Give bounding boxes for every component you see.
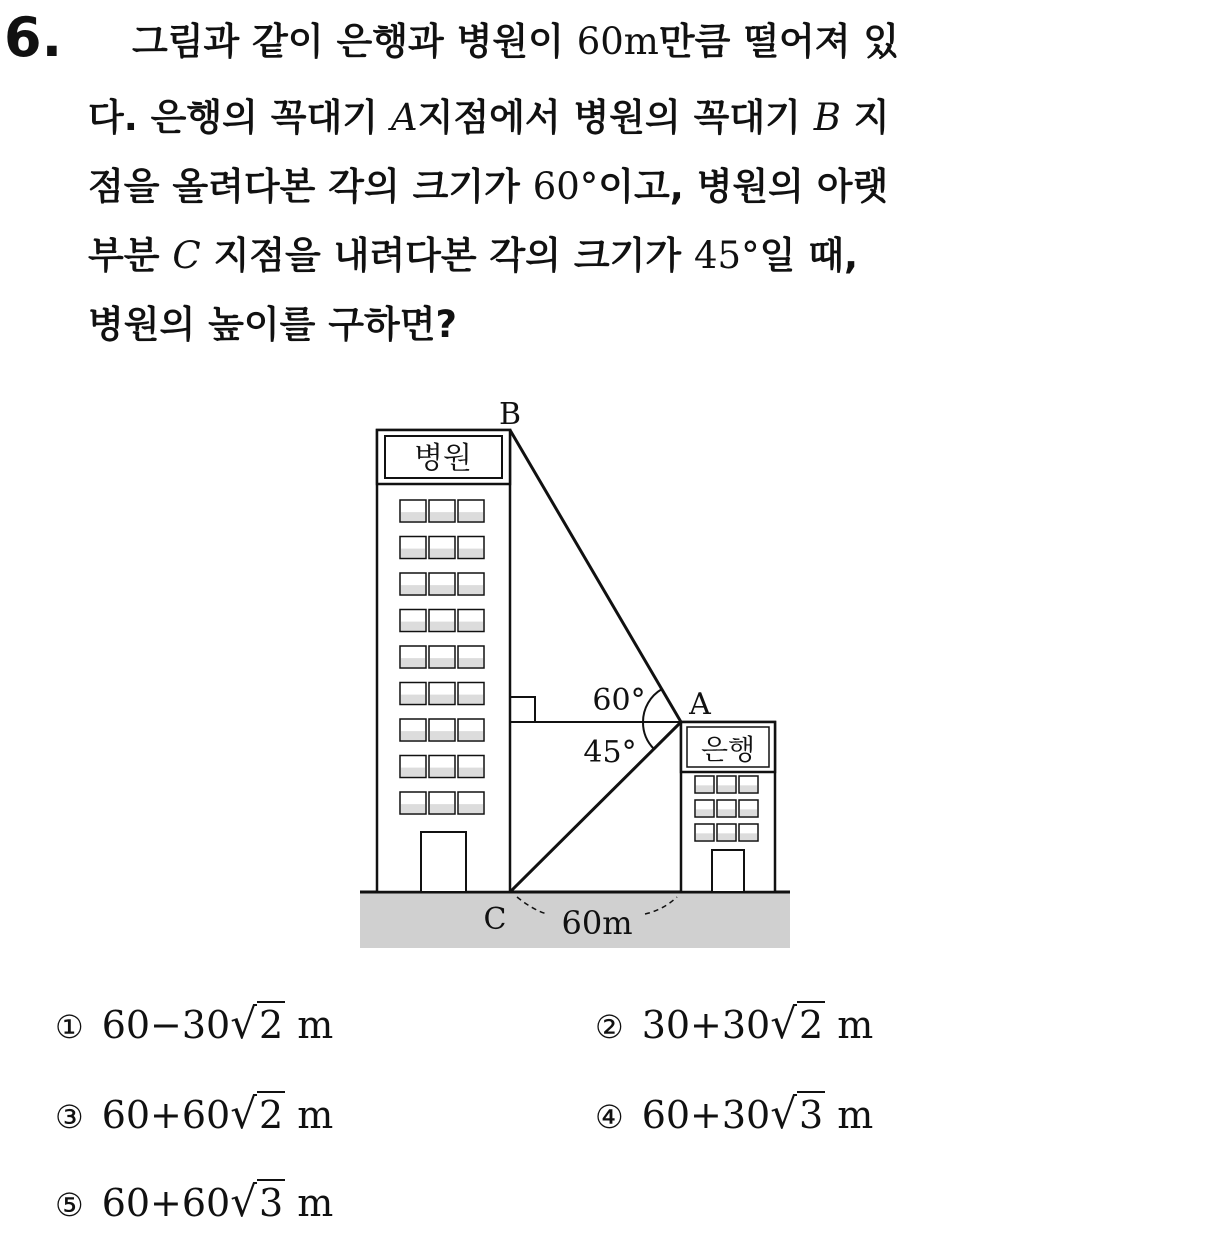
choice-1[interactable] (55, 1000, 333, 1051)
window-shade (430, 804, 454, 813)
window-shade (401, 731, 425, 740)
window-shade (718, 809, 735, 816)
choice-unit: m (837, 1003, 874, 1047)
choice-expression: 60−30 (101, 1003, 231, 1047)
choice-2[interactable] (595, 1000, 873, 1051)
question-line-1 (132, 18, 899, 66)
sqrt-symbol: √3 (770, 1089, 824, 1138)
question-text: 점을 올려다본 각의 크기가 (88, 165, 533, 208)
right-angle-mark (510, 697, 535, 722)
window-shade (459, 768, 483, 777)
choice-expression: 60+60 (101, 1093, 231, 1137)
choice-3[interactable] (55, 1090, 333, 1141)
window-shade (430, 695, 454, 704)
distance-label: 60m (561, 904, 633, 942)
question-line-3 (88, 163, 888, 211)
window-shade (430, 585, 454, 594)
choice-number: ⑤ (55, 1186, 84, 1224)
window-shade (459, 585, 483, 594)
window-shade (740, 809, 757, 816)
window-shade (401, 768, 425, 777)
radicand: 3 (259, 1181, 284, 1225)
window-shade (459, 622, 483, 631)
sqrt-symbol: √2 (230, 999, 284, 1048)
question-text: 지점에서 병원의 꼭대기 (417, 96, 814, 139)
window-shade (401, 512, 425, 521)
hospital-sign-text: 병원 (414, 441, 472, 476)
point-c-label: C (172, 234, 201, 277)
building-figure (355, 392, 795, 952)
window-shade (401, 585, 425, 594)
window-shade (718, 833, 735, 840)
question-text: 지 (840, 96, 890, 139)
question-text: 병원의 높이를 구하면? (88, 303, 457, 346)
choice-unit: m (837, 1093, 874, 1137)
angle-arc-45 (643, 722, 654, 749)
window-shade (430, 549, 454, 558)
angle-45-value: 45° (694, 234, 760, 277)
sqrt-symbol: √2 (770, 999, 824, 1048)
choice-number: ① (55, 1008, 84, 1046)
distance-value: 60m (576, 20, 659, 63)
choice-4[interactable] (595, 1090, 873, 1141)
window-shade (459, 512, 483, 521)
hospital-door (421, 832, 466, 892)
window-shade (696, 809, 713, 816)
window-shade (459, 695, 483, 704)
choice-number: ④ (595, 1098, 624, 1136)
question-text: 만큼 떨어져 있 (658, 20, 900, 63)
window-shade (459, 804, 483, 813)
window-shade (401, 549, 425, 558)
question-text: 부분 (88, 234, 173, 277)
angle-60-value: 60° (532, 165, 599, 208)
radicand: 3 (799, 1093, 824, 1137)
window-shade (430, 658, 454, 667)
window-shade (740, 833, 757, 840)
window-shade (401, 658, 425, 667)
radicand: 2 (259, 1003, 284, 1047)
choice-number: ③ (55, 1098, 84, 1136)
choice-unit: m (297, 1181, 334, 1225)
window-shade (696, 785, 713, 792)
label-a: A (689, 687, 711, 722)
window-shade (459, 658, 483, 667)
bank-windows (695, 776, 758, 841)
sqrt-symbol: √3 (230, 1177, 284, 1226)
line-ab (510, 430, 681, 722)
choice-expression: 30+30 (641, 1003, 771, 1047)
question-text: 이고, 병원의 아랫 (598, 165, 889, 208)
question-number: 6. (4, 6, 63, 69)
hospital-building (377, 430, 510, 892)
choice-expression: 60+30 (641, 1093, 771, 1137)
window-shade (430, 731, 454, 740)
window-shade (430, 768, 454, 777)
window-shade (718, 785, 735, 792)
choice-5[interactable] (55, 1178, 333, 1229)
window-shade (430, 622, 454, 631)
window-shade (459, 549, 483, 558)
question-line-5 (88, 301, 457, 349)
window-shade (696, 833, 713, 840)
choice-expression: 60+60 (101, 1181, 231, 1225)
question-line-2 (88, 94, 890, 142)
sqrt-symbol: √2 (230, 1089, 284, 1138)
choice-number: ② (595, 1008, 624, 1046)
point-b-label: B (813, 96, 841, 139)
question-line-4 (88, 232, 858, 280)
question-text: 일 때, (759, 234, 859, 277)
angle-label-60: 60° (592, 683, 646, 718)
window-shade (401, 695, 425, 704)
window-shade (401, 622, 425, 631)
point-a-label: A (390, 96, 418, 139)
choice-unit: m (297, 1003, 334, 1047)
window-shade (401, 804, 425, 813)
window-shade (459, 731, 483, 740)
window-shade (430, 512, 454, 521)
radicand: 2 (259, 1093, 284, 1137)
radicand: 2 (799, 1003, 824, 1047)
label-b: B (498, 397, 522, 432)
label-c: C (483, 902, 507, 937)
question-text: 그림과 같이 은행과 병원이 (132, 20, 577, 63)
hospital-windows (400, 500, 484, 814)
bank-sign-text: 은행 (700, 733, 756, 766)
choice-unit: m (297, 1093, 334, 1137)
angle-label-45: 45° (583, 735, 637, 770)
window-shade (740, 785, 757, 792)
bank-door (712, 850, 744, 892)
question-text: 다. 은행의 꼭대기 (88, 96, 391, 139)
question-text: 지점을 내려다본 각의 크기가 (200, 234, 694, 277)
angle-arc-60 (643, 689, 662, 722)
